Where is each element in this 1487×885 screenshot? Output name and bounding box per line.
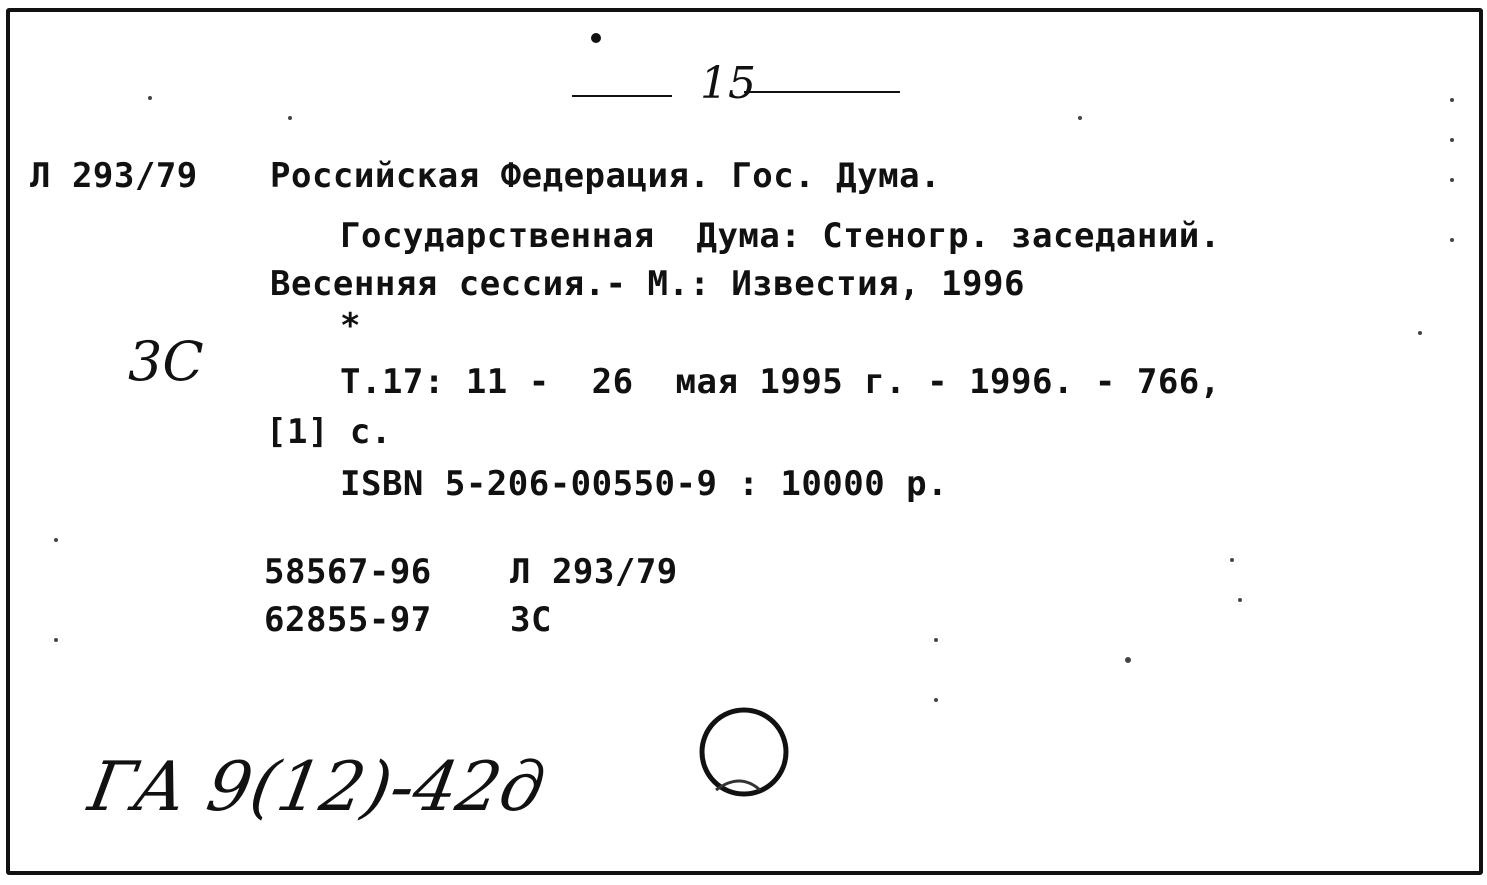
handwritten-code: 3С xyxy=(128,330,204,393)
inventory-number-2: 62855-97 xyxy=(264,600,432,640)
title-line-2: Весенняя сессия.- М.: Известия, 1996 xyxy=(270,264,1025,304)
shelf-mark: Л 293/79 xyxy=(30,156,198,196)
top-mark-number: 15 xyxy=(700,58,756,109)
volume-line-2: [1] с. xyxy=(266,412,392,452)
asterisk-mark: * xyxy=(340,306,361,346)
inventory-location-1: Л 293/79 xyxy=(510,552,678,592)
inventory-location-2: 3С xyxy=(510,600,552,640)
handwritten-bottom-code: ГА 9(12)-42д xyxy=(83,748,551,827)
isbn-line: ISBN 5-206-00550-9 : 10000 р. xyxy=(340,464,949,504)
inventory-number-1: 58567-96 xyxy=(264,552,432,592)
title-line-1: Государственная Дума: Стеногр. заседаний. xyxy=(340,216,1221,256)
heading-line: Российская Федерация. Гос. Дума. xyxy=(270,156,942,196)
volume-line-1: Т.17: 11 - 26 мая 1995 г. - 1996. - 766, xyxy=(340,362,1221,402)
